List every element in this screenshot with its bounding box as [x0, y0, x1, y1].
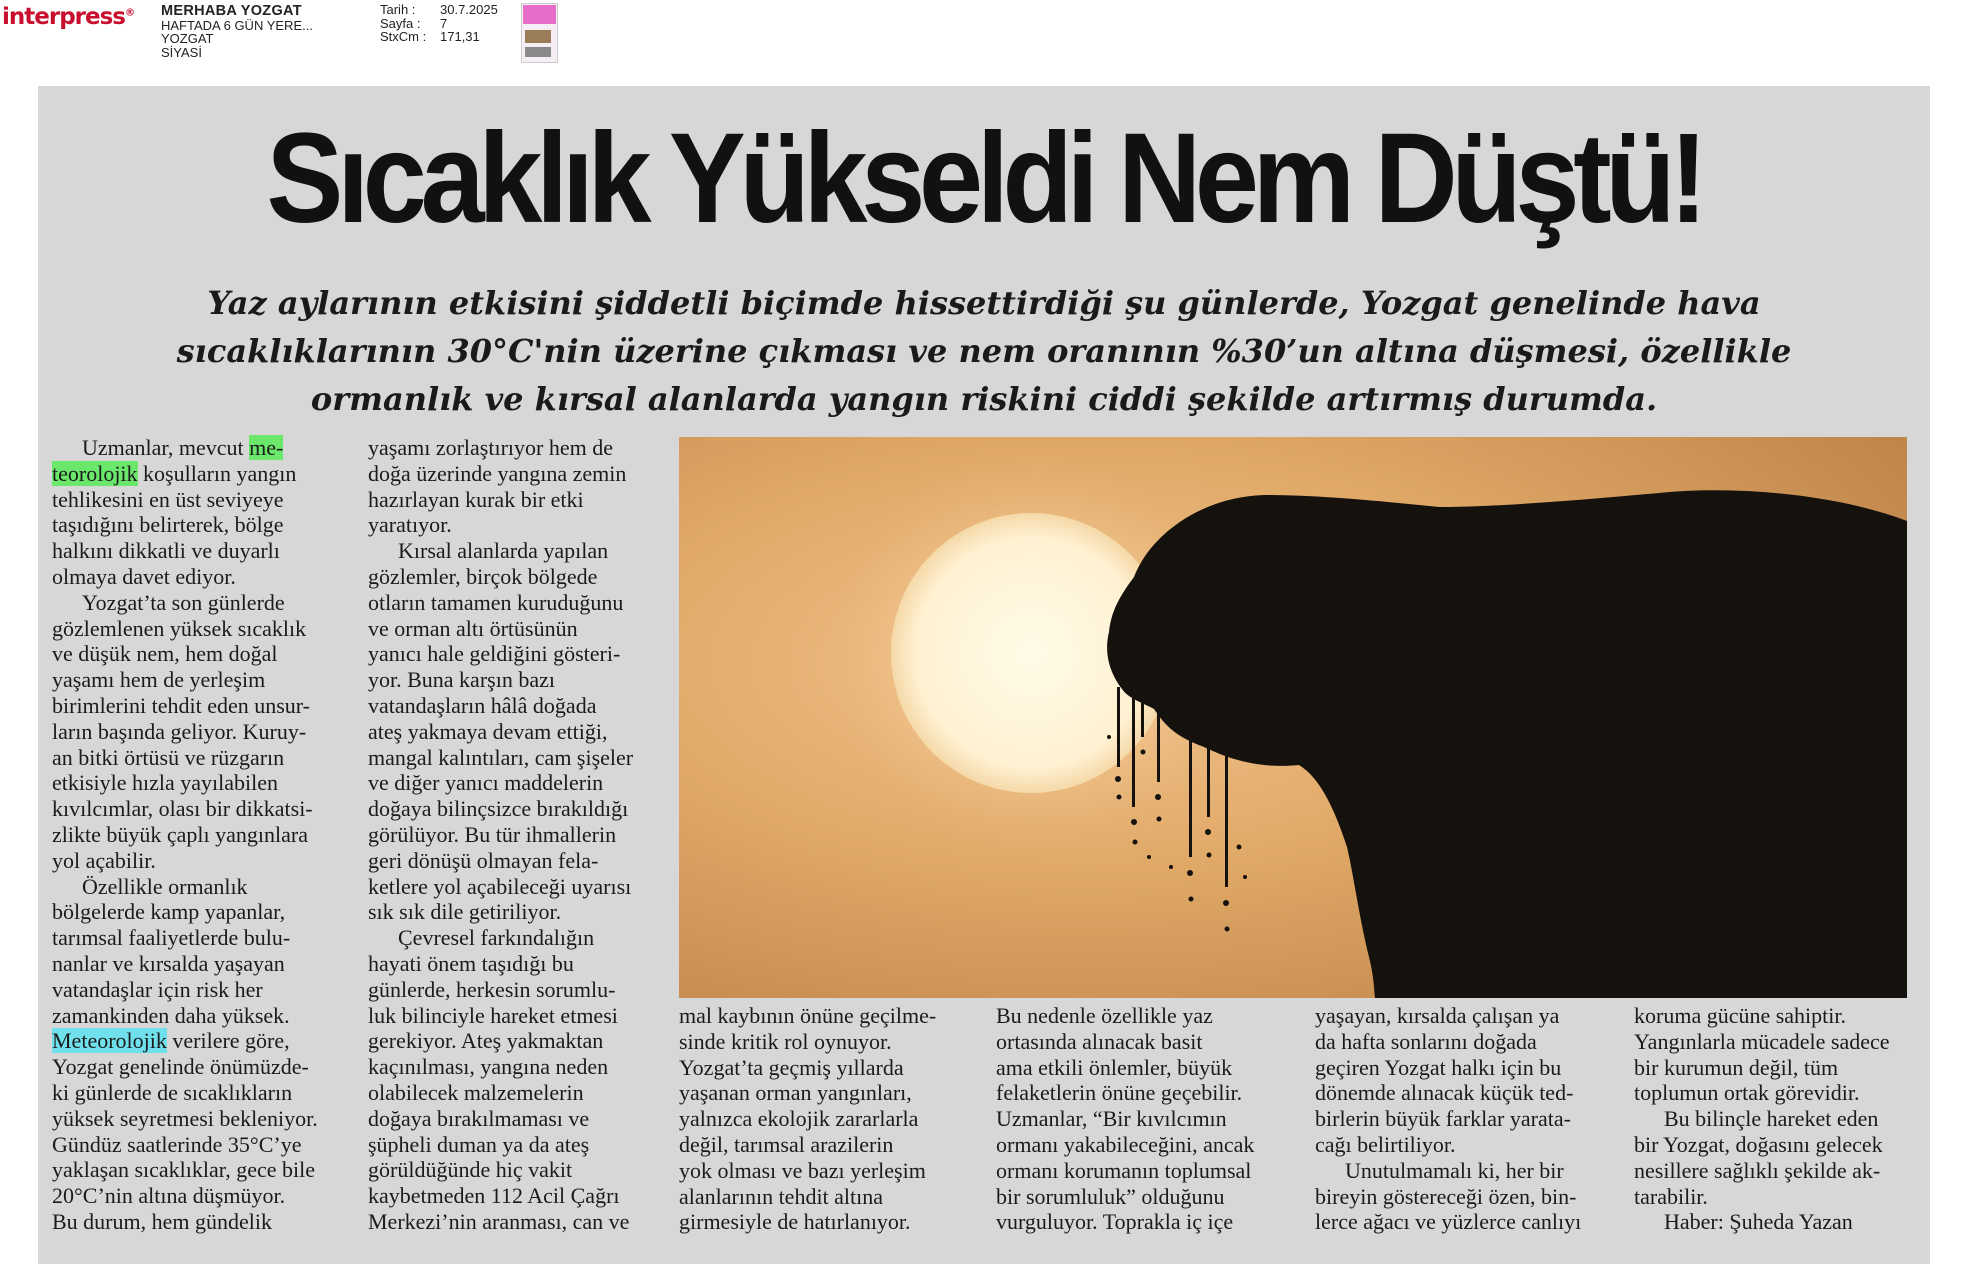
- article-column-6: [1634, 1003, 1914, 1235]
- text-fragment: verilere göre,: [166, 1028, 290, 1054]
- text-line: [52, 1028, 302, 1054]
- text-line: girmesiyle de hatırlanıyor.: [679, 1209, 911, 1235]
- text-line: görüldüğünde hiç vakit: [368, 1157, 573, 1183]
- text-line: Bu nedenle özellikle yaz: [996, 1003, 1213, 1028]
- text-line: otların tamamen kuruduğunu: [368, 589, 624, 615]
- article-column-2: [368, 435, 658, 1235]
- publication-name: MERHABA YOZGAT: [161, 3, 302, 19]
- text-line: luk bilinciyle hareket etmesi: [368, 1002, 618, 1028]
- article-column-4: [996, 1003, 1296, 1235]
- text-line: 20°C’nin altına düşmüyor.: [52, 1183, 286, 1209]
- text-line: yaklaşan sıcaklıklar, gece bile: [52, 1157, 316, 1183]
- text-line: birlerin büyük farklar yarata-: [1315, 1106, 1571, 1132]
- text-line: ormanı yakabileceğini, ancak: [996, 1131, 1255, 1157]
- text-line: yalnızca ekolojik zararlarla: [679, 1106, 919, 1132]
- text-line: ve düşük nem, hem doğal: [52, 641, 278, 667]
- text-line: Yangınlarla mücadele sadece: [1634, 1028, 1890, 1054]
- article-column-5: [1315, 1003, 1615, 1235]
- text-fragment: Uzmanlar, mevcut: [82, 435, 250, 460]
- text-line: doğaya bırakılmaması ve: [368, 1105, 590, 1131]
- text-line: Unutulmamalı ki, her bir: [1345, 1157, 1564, 1183]
- text-line: an bitki örtüsü ve rüzgarın: [52, 744, 285, 770]
- text-line: toplumun ortak görevidir.: [1634, 1080, 1860, 1106]
- text-line: sık sık dile getiriliyor.: [368, 899, 562, 925]
- date-label: Tarih :: [380, 2, 416, 17]
- stxcm-label: StxCm :: [380, 29, 427, 45]
- text-line: ama etkili önlemler, büyük: [996, 1054, 1233, 1080]
- page-value: 7: [440, 15, 448, 31]
- text-line: tarabilir.: [1634, 1183, 1708, 1209]
- highlighted-keyword: Meteorolojik: [52, 1028, 167, 1054]
- text-line: dönemde alınacak küçük ted-: [1315, 1080, 1574, 1106]
- text-line: yaşamı zorlaştırıyor hem de: [368, 435, 613, 460]
- text-line: Merkezi’nin aranması, can ve: [368, 1208, 630, 1234]
- text-line: cağı belirtiliyor.: [1315, 1131, 1456, 1157]
- text-line: Uzmanlar, “Bir kıvılcımın: [996, 1106, 1227, 1132]
- text-line: Kırsal alanlarda yapılan: [398, 538, 609, 564]
- text-line: birimlerini tehdit eden unsur-: [52, 692, 310, 718]
- text-line: kıvılcımlar, olası bir dikkatsi-: [52, 796, 313, 822]
- interpress-logo: interpress®: [2, 4, 134, 30]
- stxcm-value: 171,31: [440, 29, 480, 45]
- text-line: geçiren Yozgat halkı için bu: [1315, 1054, 1562, 1080]
- text-line: yüksek seyretmesi bekleniyor.: [52, 1105, 318, 1131]
- text-line: zamankinden daha yüksek.: [52, 1002, 290, 1028]
- text-line: [52, 461, 302, 487]
- text-line: olabilecek malzemelerin: [368, 1079, 584, 1105]
- text-line: bir sorumluluk” olduğunu: [996, 1183, 1225, 1209]
- highlighted-keyword: teorolojik: [52, 460, 138, 486]
- highlighted-keyword: me-: [249, 435, 284, 460]
- text-line: da hafta sonlarını doğada: [1315, 1028, 1537, 1054]
- text-line: gerekiyor. Ateş yakmaktan: [368, 1028, 604, 1054]
- text-line: bir Yozgat, doğasını gelecek: [1634, 1131, 1883, 1157]
- publication-info: [161, 5, 313, 59]
- text-line: görülüyor. Bu tür ihmallerin: [368, 821, 617, 847]
- text-line: doğaya bilinçsizce bırakıldığı: [368, 796, 629, 822]
- thumbnail-header-block: [523, 5, 556, 24]
- text-line: günlerde, herkesin sorumlu-: [368, 976, 616, 1002]
- text-line: [52, 435, 302, 461]
- text-line: hayati önem taşıdığı bu: [368, 950, 574, 976]
- text-line: felaketlerin önüne geçebilir.: [996, 1080, 1243, 1106]
- text-line: yaşanan orman yangınları,: [679, 1080, 912, 1106]
- thumbnail-text-block: [525, 47, 551, 57]
- text-line: tehlikesini en üst seviyeye: [52, 486, 284, 512]
- lede-line: sıcaklıklarının 30°C'nin üzerine çıkması ve nem oranının %30’un altına düşmesi, özellikle: [176, 332, 1792, 370]
- text-line: olmaya davet ediyor.: [52, 563, 236, 589]
- text-line: yaşamı hem de yerleşim: [52, 667, 266, 693]
- text-line: ketlere yol açabileceği uyarısı: [368, 873, 632, 899]
- text-line: koruma gücüne sahiptir.: [1634, 1003, 1847, 1028]
- text-line: bireyin göstereceği özen, bin-: [1315, 1183, 1577, 1209]
- page-thumbnail[interactable]: [521, 3, 558, 63]
- text-line: ların başında geliyor. Kuruy-: [52, 718, 307, 744]
- text-line: kaybetmeden 112 Acil Çağrı: [368, 1183, 620, 1209]
- text-line: ki günlerde de sıcaklıkların: [52, 1079, 293, 1105]
- article-lede: [38, 279, 1930, 423]
- text-line: ormanı korumanın toplumsal: [996, 1157, 1252, 1183]
- text-line: Bu bilinçle hareket eden: [1664, 1106, 1879, 1132]
- text-line: ve diğer yanıcı maddelerin: [368, 770, 604, 796]
- text-line: Çevresel farkındalığın: [398, 925, 595, 951]
- article-column-1: [52, 435, 318, 1235]
- text-line: vatandaşların hâlâ doğada: [368, 692, 597, 718]
- text-line: Bu durum, hem gündelik: [52, 1208, 272, 1234]
- date-value: 30.7.2025: [440, 2, 498, 17]
- text-line: gözlemlenen yüksek sıcaklık: [52, 615, 307, 641]
- text-line: ve orman altı örtüsünün: [368, 615, 578, 641]
- text-line: nanlar ve kırsalda yaşayan: [52, 950, 285, 976]
- silhouette-sun-photo: [679, 437, 1907, 998]
- text-line: değil, tarımsal arazilerin: [679, 1131, 894, 1157]
- text-line: nesillere sağlıklı şekilde ak-: [1634, 1157, 1881, 1183]
- text-line: Yozgat’ta geçmiş yıllarda: [679, 1054, 904, 1080]
- byline: Haber: Şuheda Yazan: [1664, 1209, 1853, 1235]
- text-line: Yozgat genelinde önümüzde-: [52, 1054, 309, 1080]
- publication-section: SİYASİ: [161, 44, 202, 60]
- text-line: şüpheli duman ya da ateş: [368, 1131, 590, 1157]
- text-line: tarımsal faaliyetlerde bulu-: [52, 925, 291, 951]
- text-line: ateş yakmaya devam ettiği,: [368, 718, 608, 744]
- text-line: taşıdığını belirterek, bölge: [52, 512, 284, 538]
- page-label: Sayfa :: [380, 15, 421, 31]
- text-line: alanlarının tehdit altına: [679, 1183, 884, 1209]
- text-line: doğa üzerinde yangına zemin: [368, 460, 627, 486]
- lede-line: Yaz aylarının etkisini şiddetli biçimde hissettirdiği şu günlerde, Yozgat genelinde hava: [207, 284, 1761, 322]
- article-column-3: [679, 1003, 979, 1235]
- article-photo: [679, 437, 1907, 998]
- article-clipping: [38, 86, 1930, 1264]
- text-line: gözlemler, birçok bölgede: [368, 563, 598, 589]
- text-line: Yozgat’ta son günlerde: [82, 589, 285, 615]
- text-line: mangal kalıntıları, cam şişeler: [368, 744, 634, 770]
- text-line: bölgelerde kamp yapanlar,: [52, 899, 286, 925]
- text-line: Gündüz saatlerinde 35°C’ye: [52, 1131, 302, 1157]
- text-line: vatandaşlar için risk her: [52, 976, 263, 1002]
- text-line: yaratıyor.: [368, 512, 452, 538]
- text-line: yanıcı hale geldiğini gösteri-: [368, 641, 621, 667]
- text-line: ortasında alınacak basit: [996, 1028, 1203, 1054]
- text-line: yor. Buna karşın bazı: [368, 667, 555, 693]
- lede-line: ormanlık ve kırsal alanlarda yangın riskini ciddi şekilde artırmış durumda.: [310, 380, 1658, 418]
- text-fragment: koşulların yangın: [137, 460, 297, 486]
- publication-frequency: HAFTADA 6 GÜN YERE...: [161, 17, 313, 33]
- text-line: halkını dikkatli ve duyarlı: [52, 538, 280, 564]
- text-line: vurguluyor. Toprakla iç içe: [996, 1209, 1234, 1235]
- text-line: zlikte büyük çaplı yangınlara: [52, 821, 308, 847]
- text-line: Özellikle ormanlık: [82, 873, 248, 899]
- clipping-info: [380, 3, 498, 44]
- text-line: geri dönüşü olmayan fela-: [368, 847, 599, 873]
- article-headline: Sıcaklık Yükseldi Nem Düştü!: [266, 107, 1702, 250]
- text-line: mal kaybının önüne geçilme-: [679, 1003, 937, 1028]
- text-line: sinde kritik rol oynuyor.: [679, 1028, 892, 1054]
- thumbnail-photo-block: [525, 30, 551, 43]
- text-line: bir kurumun değil, tüm: [1634, 1054, 1839, 1080]
- text-line: yaşayan, kırsalda çalışan ya: [1315, 1003, 1560, 1028]
- publication-city: YOZGAT: [161, 31, 214, 47]
- text-line: lerce ağacı ve yüzlerce canlıyı: [1315, 1209, 1582, 1235]
- text-line: yol açabilir.: [52, 847, 156, 873]
- text-line: yok olması ve bazı yerleşim: [679, 1157, 926, 1183]
- text-line: kaçınılması, yangına neden: [368, 1054, 609, 1080]
- text-line: hazırlayan kurak bir etki: [368, 486, 584, 512]
- text-line: etkisiyle hızla yayılabilen: [52, 770, 279, 796]
